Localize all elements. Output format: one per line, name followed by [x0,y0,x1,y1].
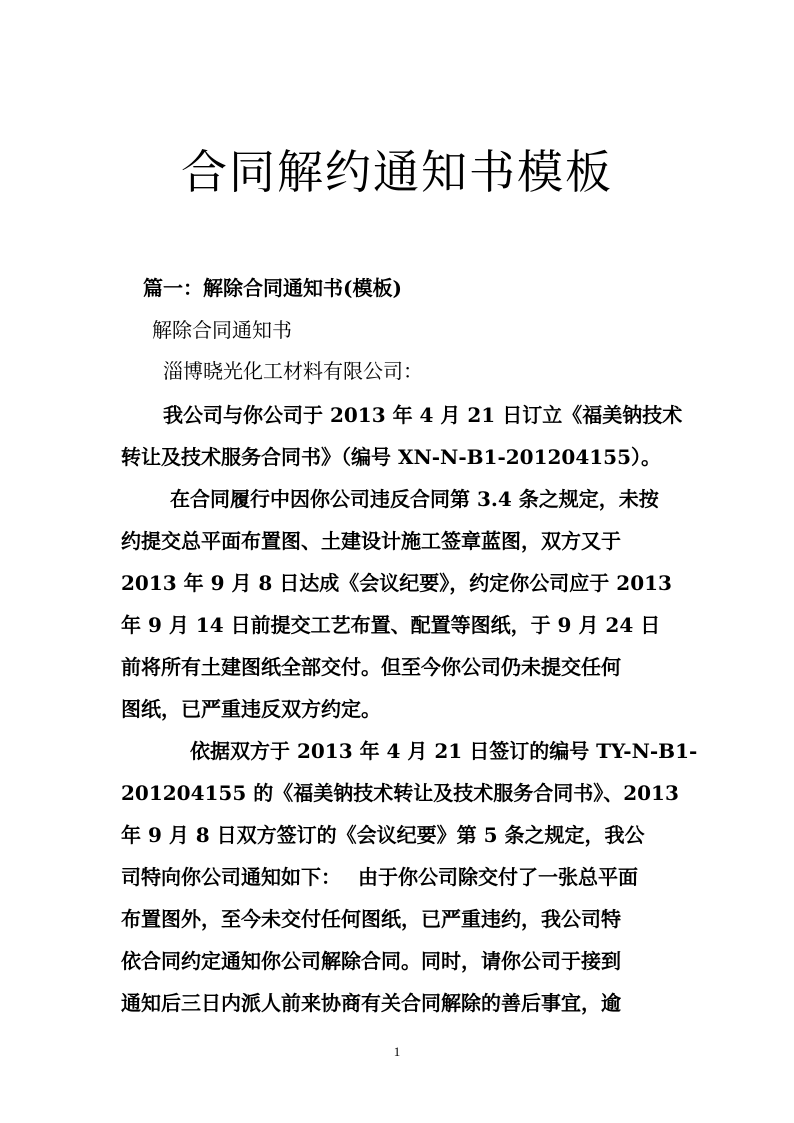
body-line: 年 9 月 14 日前提交工艺布置、配置等图纸，于 9 月 24 日 [121,613,661,637]
body-line: 图纸，已严重违反双方约定。 [121,697,381,721]
page-number: 1 [393,1044,401,1059]
subheading: 解除合同通知书 [152,318,292,342]
body-line: 在合同履行中因你公司违反合同第 3.4 条之规定，未按 [170,487,659,511]
body-line: 约提交总平面布置图、土建设计施工签章蓝图，双方又于 [121,529,621,553]
addressee: 淄博晓光化工材料有限公司： [163,359,423,383]
body-line: 依合同约定通知你公司解除合同。同时，请你公司于接到 [121,949,621,973]
body-line: 依据双方于 2013 年 4 月 21 日签订的编号 TY-N-B1- [190,739,698,763]
body-line: 布置图外，至今未交付任何图纸，已严重违约，我公司特 [121,907,621,931]
body-line: 司特向你公司通知如下： 由于你公司除交付了一张总平面 [121,865,638,889]
body-line: 我公司与你公司于 2013 年 4 月 21 日订立《福美钠技术 [163,403,683,427]
body-line: 前将所有土建图纸全部交付。但至今你公司仍未提交任何 [121,655,621,679]
body-line: 通知后三日内派人前来协商有关合同解除的善后事宜，逾 [121,991,621,1015]
body-line: 转让及技术服务合同书》（编号 XN-N-B1-201204155）。 [121,445,662,469]
body-line: 201204155 的《福美钠技术转让及技术服务合同书》、2013 [121,781,679,805]
document-title: 合同解约通知书模板 [181,145,613,199]
section-heading: 篇一：解除合同通知书(模板) [143,276,402,300]
body-line: 2013 年 9 月 8 日达成《会议纪要》，约定你公司应于 2013 [121,571,672,595]
body-line: 年 9 月 8 日双方签订的《会议纪要》第 5 条之规定，我公 [121,823,645,847]
